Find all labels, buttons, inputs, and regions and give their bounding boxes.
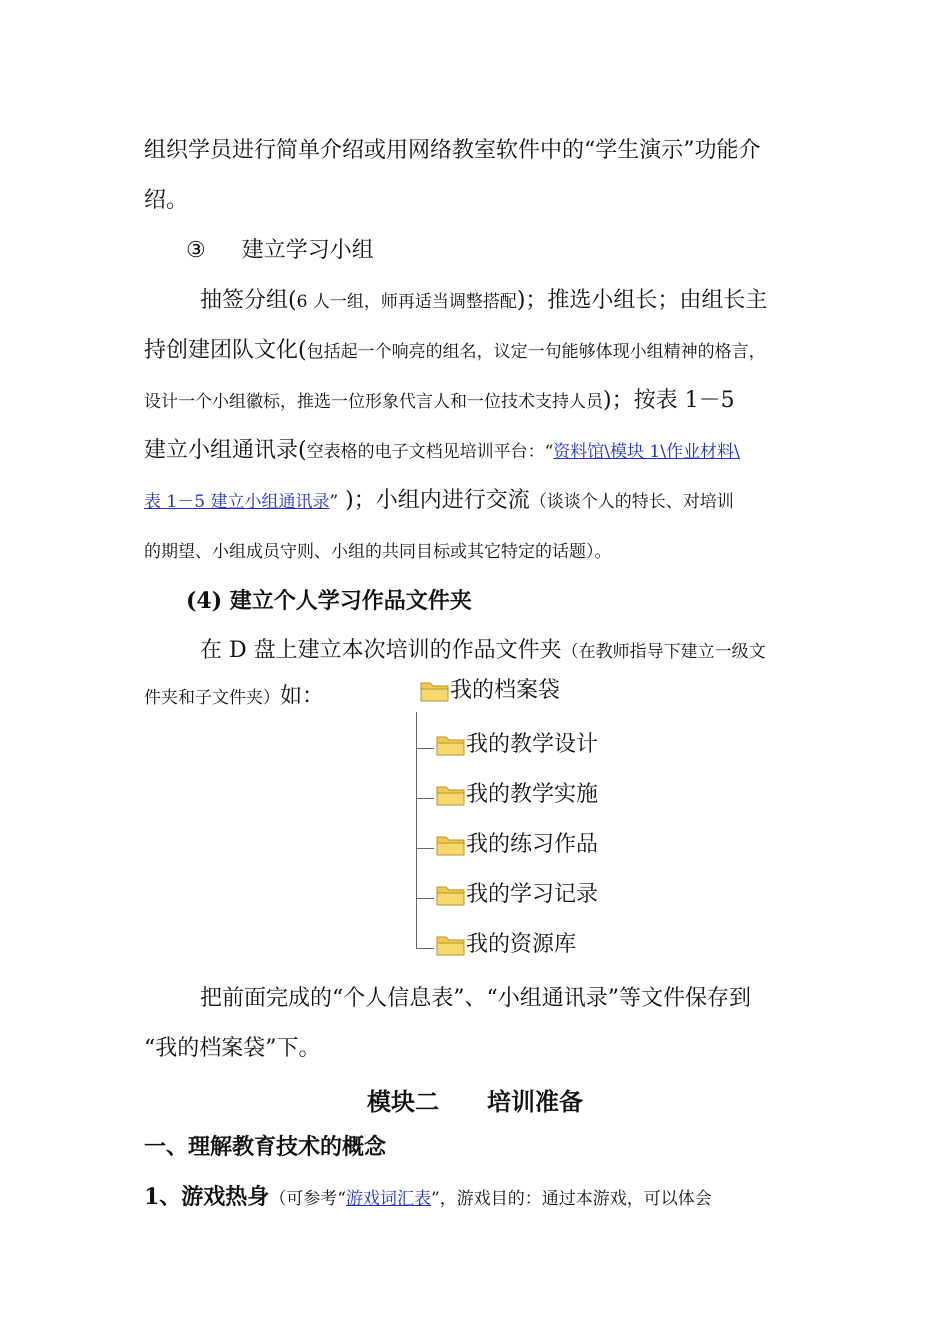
tree-connector: [416, 848, 434, 849]
folder-item[interactable]: [436, 780, 598, 810]
text-run: )；小组内进行交流: [338, 488, 530, 513]
folder-icon: [436, 833, 466, 857]
folder-item[interactable]: [436, 880, 598, 910]
folder-icon: [420, 679, 450, 703]
folder-label: 我的档案袋: [450, 678, 561, 703]
folder-icon: [436, 783, 466, 807]
text-run: 包括起一个响亮的组名，议定一句能够体现小组精神的格言，: [306, 342, 766, 362]
text-run: )；推选小组长；由组长主: [516, 288, 768, 313]
text-run: ”，游戏目的：通过本游戏，可以体会: [431, 1189, 712, 1209]
folder-label: 我的练习作品: [466, 832, 599, 857]
paragraph-line: [144, 386, 735, 417]
text-run: 空表格的电子文档见培训平台：“: [306, 442, 554, 462]
tree-connector: [416, 748, 434, 749]
step-title: 建立学习小组: [241, 238, 374, 263]
paragraph-line: 绍。: [144, 188, 189, 213]
folder-item[interactable]: [436, 730, 598, 760]
section-heading: (4) 建立个人学习作品文件夹: [186, 588, 472, 614]
paragraph-line: [144, 682, 324, 713]
item-title: 1、游戏热身: [144, 1184, 270, 1210]
text-run: )；按表 1－5: [603, 388, 735, 413]
module-heading: 模块二 培训准备: [367, 1087, 583, 1116]
text-run: 在 D 盘上建立本次培训的作品文件夹: [200, 638, 562, 663]
paragraph-line: [144, 536, 612, 567]
folder-item[interactable]: [436, 930, 576, 960]
folder-icon: [436, 883, 466, 907]
tree-connector: [416, 948, 434, 949]
folder-tree-root[interactable]: [420, 676, 560, 706]
folder-label: 我的教学设计: [466, 732, 599, 757]
text-run: 设计一个小组徽标，推选一位形象代言人和一位技术支持人员: [144, 392, 603, 412]
paragraph-line: [144, 486, 734, 517]
step-marker: ③: [186, 238, 206, 263]
paragraph-line: [144, 336, 766, 367]
step-heading: [186, 236, 374, 266]
text-run: 6 人一组，师再适当调整搭配: [296, 292, 517, 312]
text-run: 件夹和子文件夹）: [144, 688, 280, 708]
section-heading: 一、理解教育技术的概念: [144, 1134, 387, 1160]
folder-item[interactable]: [436, 830, 598, 860]
folder-icon: [436, 933, 466, 957]
paragraph-line: [200, 286, 767, 317]
text-run: 的期望、小组成员守则、小组的共同目标或其它特定的话题）。: [144, 542, 612, 562]
tree-connector: [416, 798, 434, 799]
platform-path-link[interactable]: 资料馆\模块 1\作业材料\: [553, 442, 740, 462]
paragraph-line: [144, 436, 740, 467]
text-run: ”: [329, 492, 339, 512]
contact-table-link[interactable]: 表 1－5 建立小组通讯录: [144, 492, 330, 512]
tree-connector: [416, 898, 434, 899]
text-run: 建立小组通讯录(: [144, 438, 307, 463]
folder-label: 我的资源库: [466, 932, 577, 957]
game-vocabulary-link[interactable]: 游戏词汇表: [346, 1189, 432, 1209]
folder-icon: [436, 733, 466, 757]
text-run: （可参考“: [269, 1189, 347, 1209]
text-run: （在教师指导下建立一级文: [561, 642, 766, 662]
folder-label: 我的教学实施: [466, 782, 599, 807]
text-run: 如：: [280, 684, 325, 709]
paragraph-line: 把前面完成的“个人信息表”、“小组通讯录”等文件保存到: [200, 986, 751, 1011]
paragraph-line: 组织学员进行简单介绍或用网络教室软件中的“学生演示”功能介: [144, 138, 761, 163]
paragraph-line: [200, 636, 766, 667]
paragraph-line: [144, 1182, 712, 1214]
text-run: 持创建团队文化(: [144, 338, 307, 363]
text-run: （谈谈个人的特长、对培训: [529, 492, 734, 512]
paragraph-line: “我的档案袋”下。: [144, 1036, 321, 1061]
text-run: 抽签分组(: [200, 288, 297, 313]
folder-label: 我的学习记录: [466, 882, 599, 907]
